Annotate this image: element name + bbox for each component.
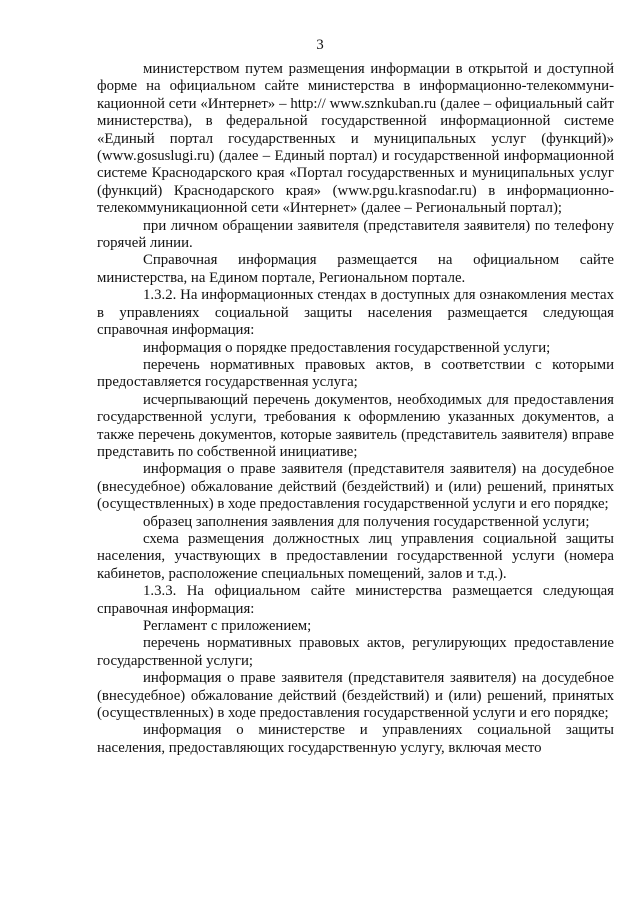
paragraph: 1.3.2. На информационных стендах в доступных для ознакомления местах в управлениях социальной защиты населения размещается следующая справочная информация:: [97, 287, 614, 339]
page-number: 3: [316, 37, 324, 53]
paragraph: образец заполнения заявления для получения государственной услуги;: [143, 513, 590, 530]
paragraph: информация о праве заявителя (представителя заявителя) на досудебное (внесудебное) обжалование действий (бездействий) и (или) решений, принятых (осуществленных) в ходе предоставления государственной услуги и его порядке;: [97, 461, 614, 513]
paragraph: Справочная информация размещается на официальном сайте министерства, на Едином портале, Региональном портале.: [97, 252, 614, 286]
document-body: [97, 61, 614, 757]
paragraph: перечень нормативных правовых актов, в соответствии с которыми предоставляется государственная услуга;: [97, 356, 614, 391]
paragraph: 1.3.3. На официальном сайте министерства размещается следующая справочная информация:: [97, 583, 614, 617]
paragraph: министерством путем размещения информации в открытой и доступной форме на официальном сайте министерства в информационно-телекоммуни-кационной сети «Интернет» – http:// www.sznkuban.ru (далее – официальный сайт министерства), в федеральной государственной информационной системе «Единый портал государственных и муниципальных услуг (функций)» (www.gosuslugi.ru) (далее – Единый портал) и государственной информационной системе Краснодарского края «Портал государственных и муниципальных услуг (функций) Краснодарского края» (www.pgu.krasnodar.ru) в информационно-телекоммуникационной сети «Интернет» (далее – Региональный портал);: [97, 61, 614, 217]
paragraph: Регламент с приложением;: [143, 618, 312, 634]
paragraph: при личном обращении заявителя (представителя заявителя) по телефону горячей линии.: [97, 217, 614, 252]
paragraph: перечень нормативных правовых актов, регулирующих предоставление государственной услуги;: [97, 635, 614, 669]
paragraph: схема размещения должностных лиц управления социальной защиты населения, участвующих в предоставлении государственной услуги (номера кабинетов, расположение специальных помещений, залов и т.д.).: [97, 530, 614, 582]
paragraph: информация о министерстве и управлениях социальной защиты населения, предоставляющих государственную услугу, включая место: [97, 722, 614, 756]
paragraph: информация о порядке предоставления государственной услуги;: [143, 339, 551, 356]
paragraph: исчерпывающий перечень документов, необходимых для предоставления государственной услуги, требования к оформлению указанных документов, а также перечень документов, которые заявитель (представитель заявителя) вправе представить по собственной инициативе;: [97, 391, 614, 460]
paragraph: информация о праве заявителя (представителя заявителя) на досудебное (внесудебное) обжалование действий (бездействий) и (или) решений, принятых (осуществленных) в ходе предоставления государственной услуги и его порядке;: [97, 670, 614, 722]
